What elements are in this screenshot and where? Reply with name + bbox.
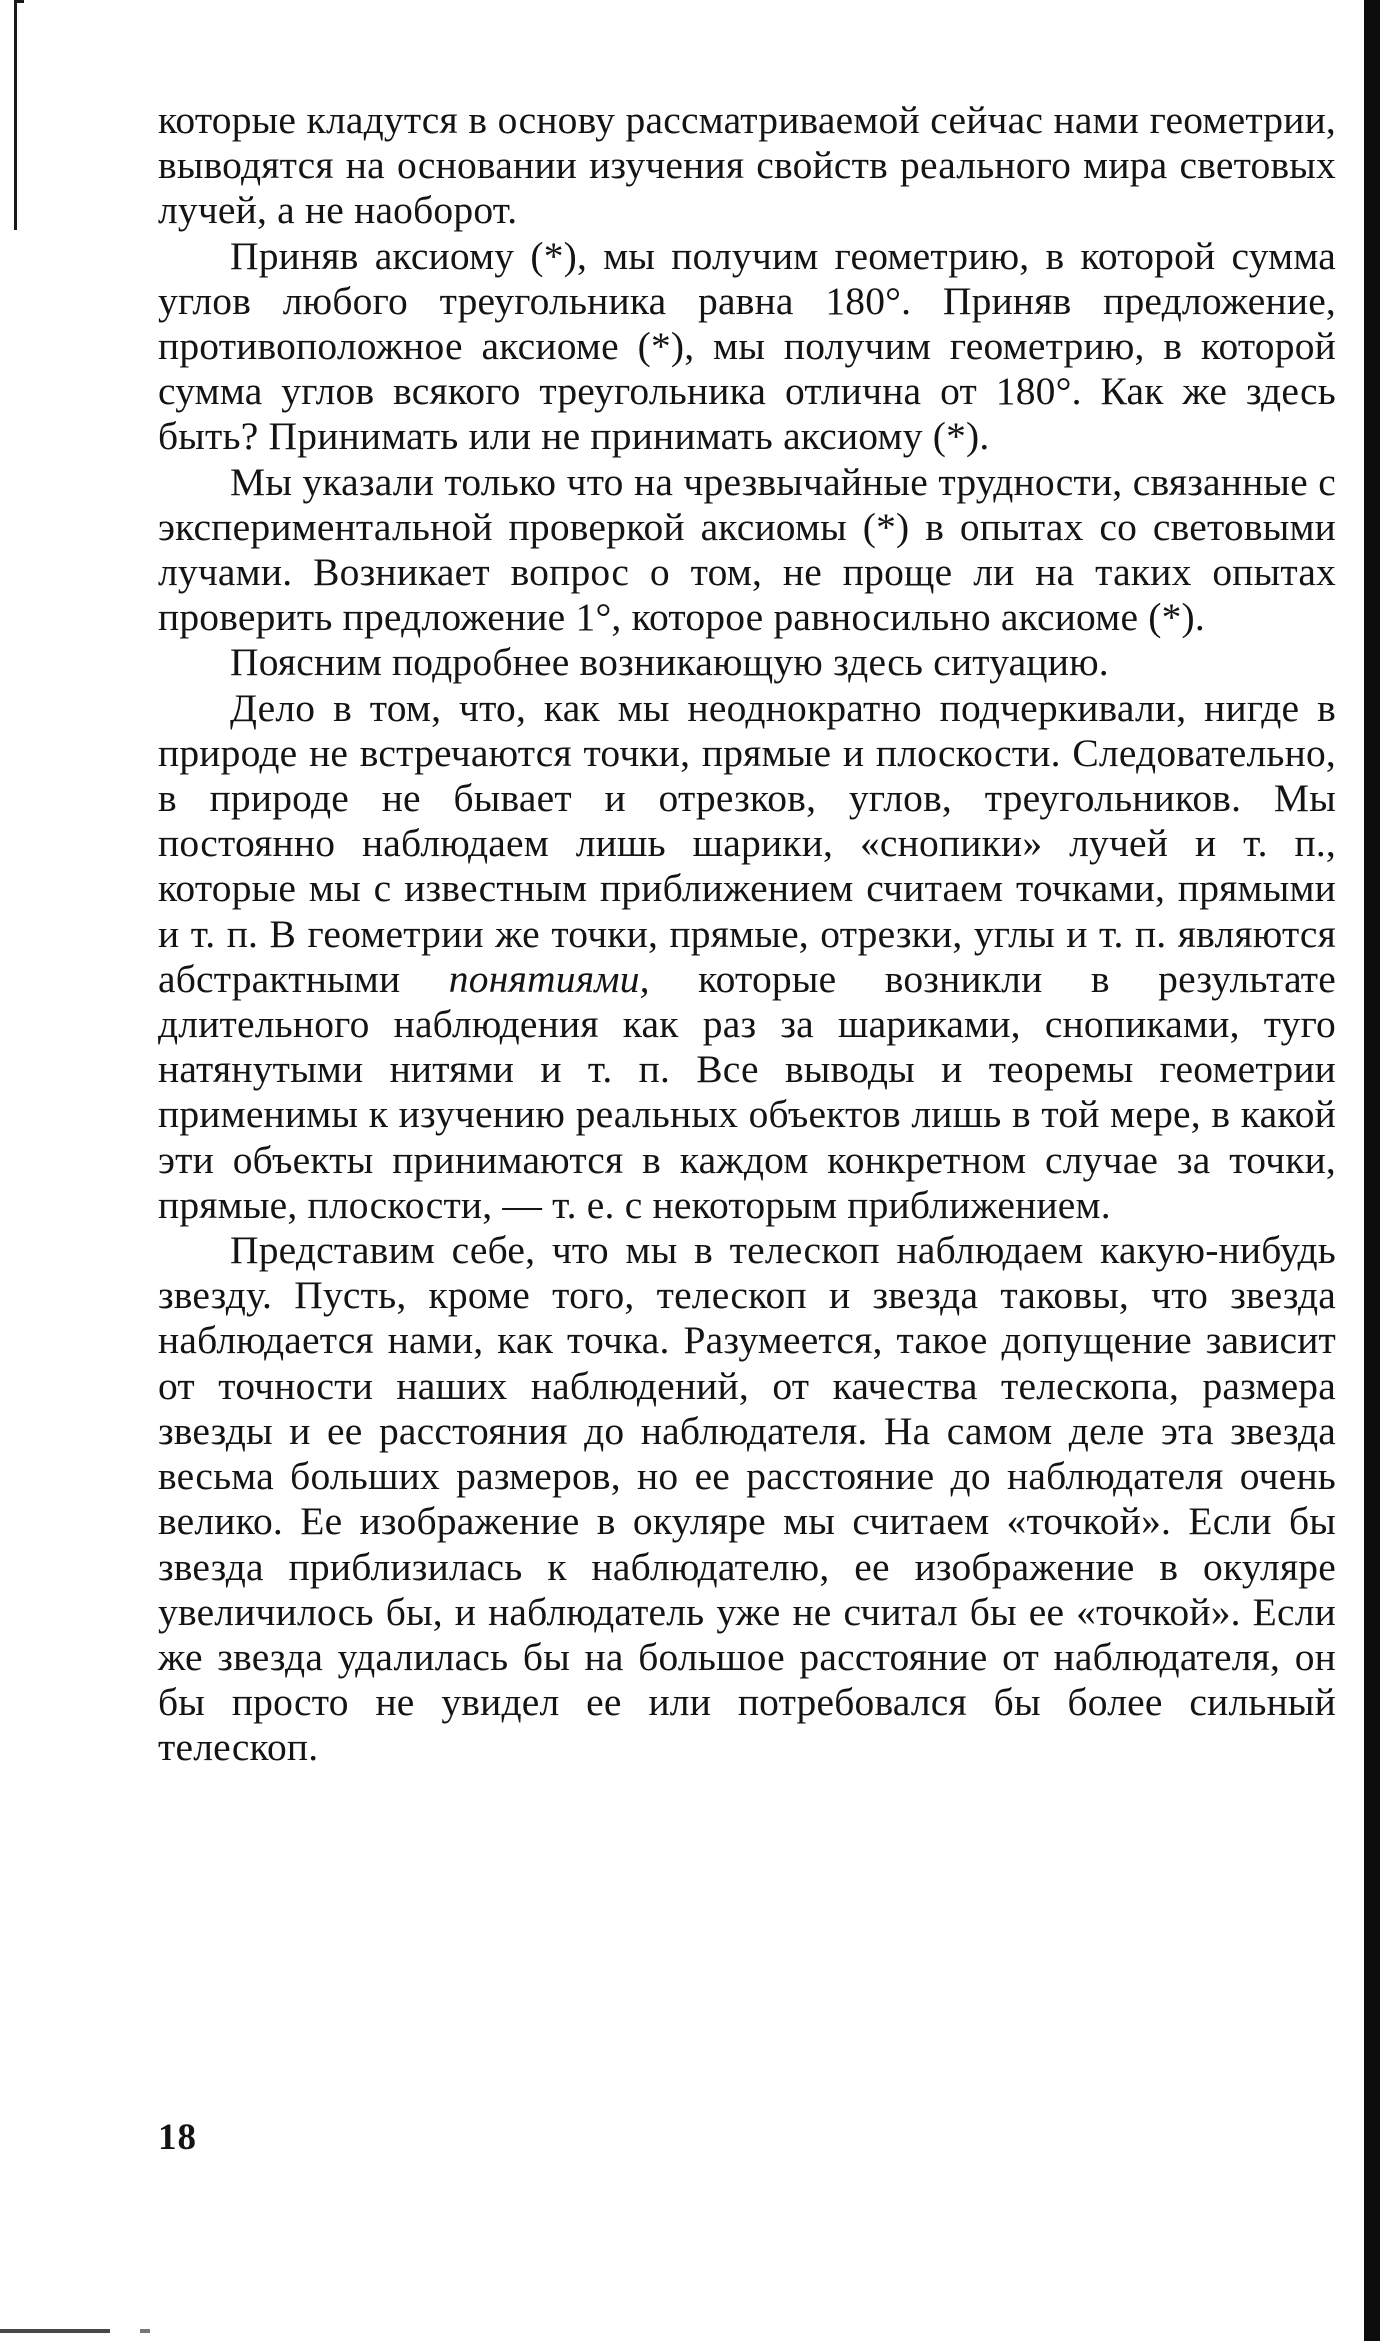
paragraph-6: Представим себе, что мы в телескоп наблюдаем какую-нибудь звезду. Пусть, кроме того, телескоп и звезда таковы, что звезда наблюдается нами, как точка. Разумеется, такое допущение зависит от точности наших наблюдений, от качества телескопа, размера звезды и ее расстояния до наблюдателя. На самом деле эта звезда весьма больших размеров, но ее расстояние до наблюдателя очень велико. Ее изображение в окуляре мы считаем «точкой». Если бы звезда приблизилась к наблюдателю, ее изображение в окуляре увеличилось бы, и наблюдатель уже не считал бы ее «точкой». Если же звезда удалилась бы на большое расстояние от наблюдателя, он бы просто не увидел ее или потребовался бы более сильный телескоп. [158,1228,1336,1770]
paragraph-5-emphasis: понятиями, [448,956,650,1001]
page-number: 18 [158,2117,197,2158]
paragraph-5-text-after: которые возникли в результате длительного наблюдения как раз за шариками, снопиками, туго натянутыми нитями и т. п. Все выводы и теоремы геометрии применимы к изучению реальных объектов лишь в той мере, в какой эти объекты принимаются в каждом конкретном случае за точки, прямые, плоскости, — т. е. с некоторым приближением. [158,956,1336,1227]
paragraph-2: Приняв аксиому (*), мы получим геометрию, в которой сумма углов любого треугольника равна 180°. Приняв предложение, противоположное аксиоме (*), мы получим геометрию, в которой сумма углов всякого треугольника отлична от 180°. Как же здесь быть? Принимать или не принимать аксиому (*). [158,233,1336,459]
paragraph-5 [158,686,1336,1228]
scan-bottom-strip [0,2329,1364,2333]
page-edge-right [1364,0,1380,2341]
page-edge-left [14,0,17,230]
body-text [158,98,1336,1771]
paragraph-5-text-before: Дело в том, что, как мы неоднократно подчеркивали, нигде в природе не встречаются точки, прямые и плоскости. Следовательно, в природе не бывает и отрезков, углов, треугольников. Мы постоянно наблюдаем лишь шарики, «снопики» лучей и т. п., которые мы с известным приближением считаем точками, прямыми и т. п. В геометрии же точки, прямые, отрезки, углы и т. п. являются абстрактными [158,685,1336,1001]
paragraph-1: которые кладутся в основу рассматриваемой сейчас нами геометрии, выводятся на основании изучения свойств реального мира световых лучей, а не наоборот. [158,98,1336,233]
paragraph-3: Мы указали только что на чрезвычайные трудности, связанные с экспериментальной проверкой аксиомы (*) в опытах со световыми лучами. Возникает вопрос о том, не проще ли на таких опытах проверить предложение 1°, которое равносильно аксиоме (*). [158,459,1336,640]
paragraph-4: Поясним подробнее возникающую здесь ситуацию. [230,640,1109,685]
